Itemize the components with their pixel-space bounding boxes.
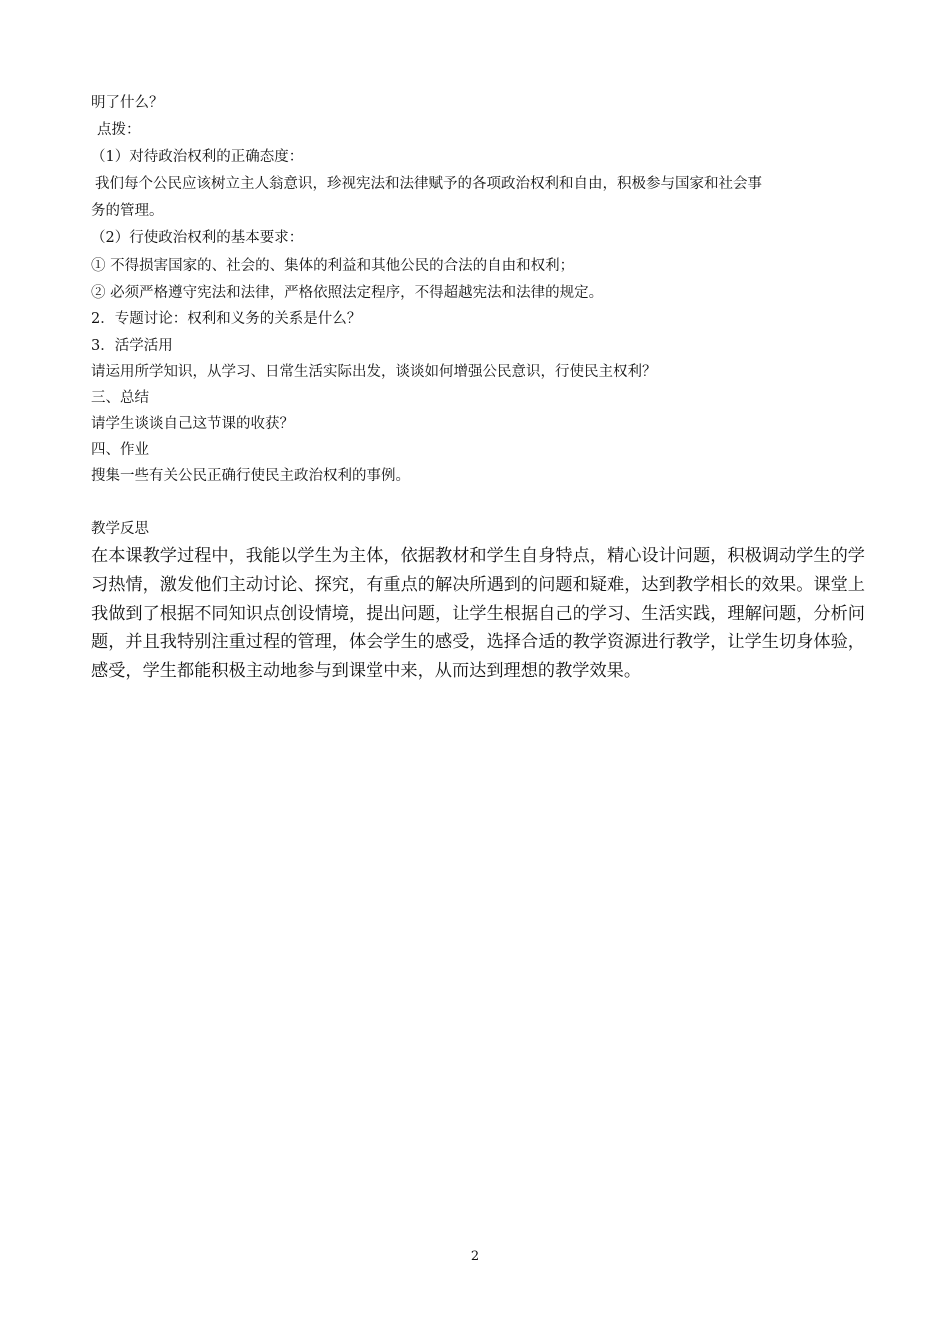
text-line: （2）行使政治权利的基本要求：	[91, 230, 304, 246]
text-line: 我们每个公民应该树立主人翁意识，珍视宪法和法律赋予的各项政治权利和自由，积极参与国家和社会事	[95, 176, 762, 192]
text-line: （1）对待政治权利的正确态度：	[91, 149, 304, 165]
text-line: 务的管理。	[91, 203, 164, 219]
section-heading: 四、作业	[91, 442, 149, 458]
text-line: ② 必须严格遵守宪法和法律，严格依照法定程序，不得超越宪法和法律的规定。	[91, 285, 604, 301]
text-line: 搜集一些有关公民正确行使民主政治权利的事例。	[91, 468, 410, 484]
section-heading: 三、总结	[91, 390, 149, 406]
text-line: 请学生谈谈自己这节课的收获？	[91, 416, 294, 432]
text-line: 请运用所学知识，从学习、日常生活实际出发，谈谈如何增强公民意识，行使民主权利？	[91, 364, 657, 380]
text-line: 明了什么？	[91, 95, 164, 111]
reflection-paragraph: 在本课教学过程中，我能以学生为主体，依据教材和学生自身特点，精心设计问题，积极调动学生的学习热情，激发他们主动讨论、探究，有重点的解决所遇到的问题和疑难，达到教学相长的效果。课堂上我做到了根据不同知识点创设情境，提出问题，让学生根据自己的学习、生活实践，理解问题，分析问题，并且我特别注重过程的管理，体会学生的感受，选择合适的教学资源进行教学，让学生切身体验，感受，学生都能积极主动地参与到课堂中来，从而达到理想的教学效果。	[91, 546, 865, 682]
text-line: ① 不得损害国家的、社会的、集体的利益和其他公民的合法的自由和权利；	[91, 258, 575, 274]
section-heading: 3．活学活用	[91, 338, 173, 354]
text-line: 点拨：	[97, 122, 141, 138]
page-number: 2	[470, 1249, 480, 1264]
section-heading: 2．专题讨论：权利和义务的关系是什么？	[91, 311, 362, 327]
reflection-heading: 教学反思	[91, 521, 149, 537]
